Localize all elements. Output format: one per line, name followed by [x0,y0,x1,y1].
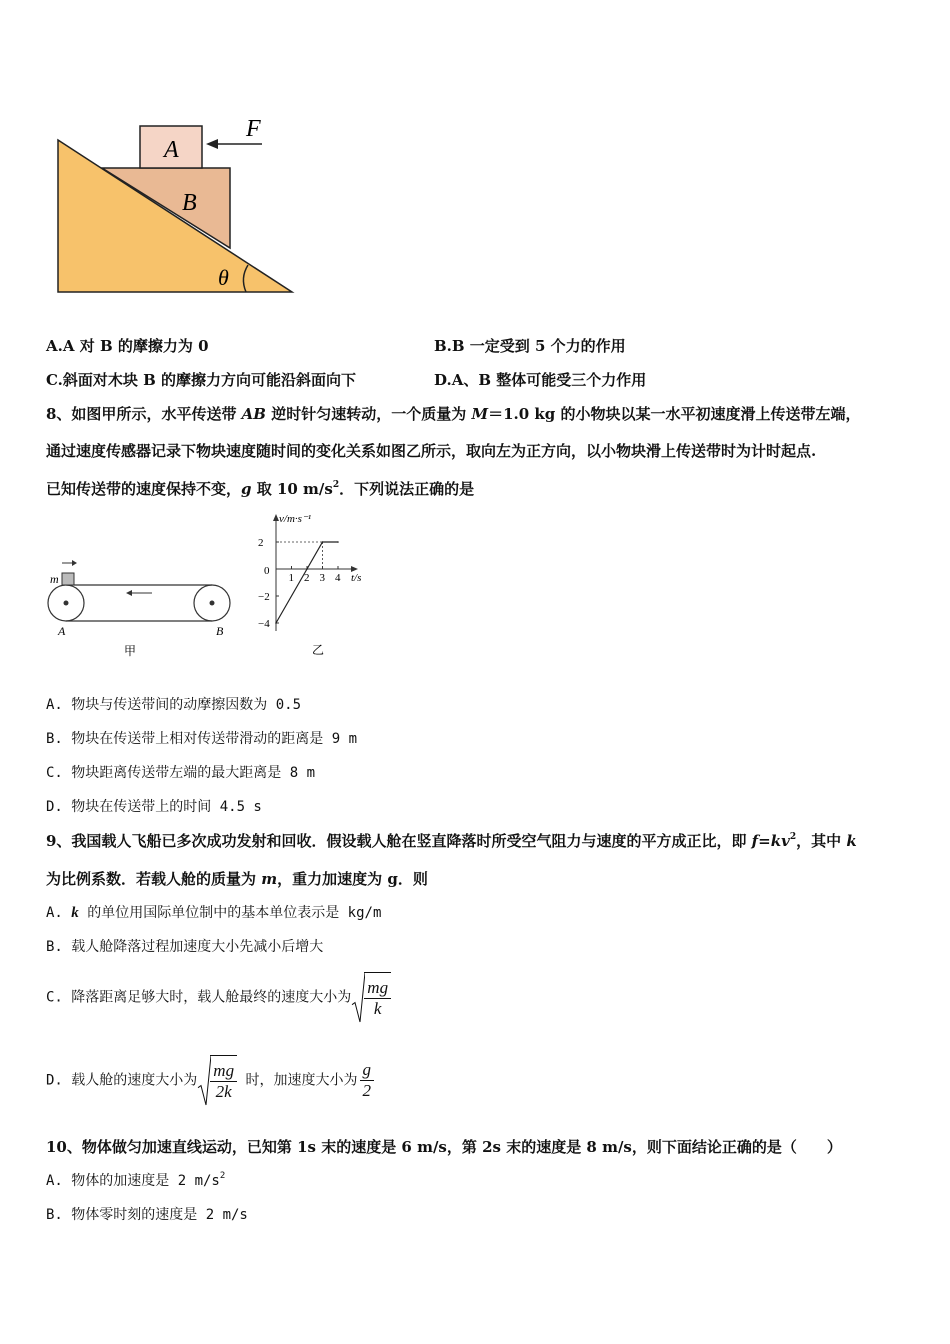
q8-stem-line3 [46,479,474,499]
small-block [62,573,74,585]
q9-option-b: B. 载人舱降落过程加速度大小先减小后增大 [46,939,324,955]
q9-text: 9、我国载人飞船已多次成功发射和回收．假设载人舱在竖直降落时所受空气阻力与速度的平方成正比，即 [46,832,752,850]
q8-text: ＝1.0 kg 的小物块以某一水平初速度滑上传送带左端， [488,405,861,423]
q9-stem-line2 [46,869,428,889]
q8-stem-line1 [46,404,861,424]
force-arrowhead [206,139,218,149]
q10-stem: 10、物体做匀加速直线运动，已知第 1s 末的速度是 6 m/s，第 2s 末的速度是 8 m/s，则下面结论正确的是（ ） [46,1138,842,1156]
q8-mass-symbol: M [471,405,489,423]
q7-option-b: B.B 一定受到 5 个力的作用 [434,337,626,355]
q9-option-d-two: 2 [362,1081,372,1100]
radical-sign [197,1055,211,1106]
end-a-label: A [58,624,66,638]
conveyor-figure [40,555,240,665]
q9-text: = [758,832,771,850]
q9-m-symbol: m [261,870,278,888]
q8-option-d: D. 物块在传送带上的时间 4.5 s [46,799,262,815]
block-b-label: B [182,190,197,216]
q9-text: A. [46,905,72,921]
angle-label: θ [218,265,229,290]
q7-option-a: A.A 对 B 的摩擦力为 0 [46,337,209,355]
q9-exponent: 2 [789,832,797,842]
q9-option-d-sqrt [197,1055,237,1106]
y-tick-label: −4 [258,618,270,630]
pulley-a-axle [64,601,69,606]
q9-option-c-denominator: k [373,998,382,1018]
block-mass-label: m [50,572,59,586]
x-tick-label: 2 [304,572,310,584]
q8-text: 逆时针匀速转动，一个质量为 [266,405,472,423]
q8-exponent: 2 [332,480,340,490]
x-tick-label: 4 [335,572,341,584]
y-tick-label: 2 [258,537,264,549]
q9-k-symbol: k [71,905,79,921]
q8-ab: AB [241,405,266,423]
q7-option-d: D.A、B 整体可能受三个力作用 [434,371,647,389]
q7-option-c: C.斜面对木块 B 的摩擦力方向可能沿斜面向下 [46,371,357,389]
block-a-label: A [164,137,179,163]
q9-text: D. 载人舱的速度大小为 [46,1072,198,1089]
pulley-b-axle [210,601,215,606]
incline-figure [40,110,310,305]
q9-option-c [46,972,391,1022]
q8-option-b: B. 物块在传送带上相对传送带滑动的距离是 9 m [46,731,357,747]
q9-option-d-g: g [360,1060,375,1081]
radical-sign [351,972,365,1023]
q9-k-symbol: k [846,832,857,850]
q9-stem-line1 [46,831,857,851]
velocity-time-graph [250,508,380,663]
q10-exponent: 2 [219,1171,226,1181]
x-tick-label: 3 [319,572,325,584]
q9-option-d-numerator: mg [210,1061,237,1082]
q10-option-b: B. 物体零时刻的速度是 2 m/s [46,1207,248,1223]
force-label: F [246,116,261,142]
q9-text: ，重力加速度为 g．则 [277,870,428,888]
q9-text: 的单位用国际单位制中的基本单位表示是 kg/m [78,905,382,921]
velocity-data-point [337,541,339,543]
q8-g-symbol: g [241,480,252,498]
x-axis-label: t/s [351,572,362,584]
y-tick-label: −2 [258,591,270,603]
q10-option-a [46,1171,225,1191]
q10-text: A. 物体的加速度是 2 m/s [46,1173,220,1189]
end-b-label: B [216,624,224,638]
q9-text: 时，加速度大小为 [237,1072,358,1089]
q9-kv-symbol: kv [770,832,790,850]
velocity-data-point [322,541,324,543]
q9-option-c-numerator: mg [364,978,391,999]
q8-text: 取 10 m/s [251,480,333,498]
q9-text: ，其中 [796,832,847,850]
y-axis-label: v/m·s⁻¹ [279,513,312,525]
q9-option-c-sqrt [351,972,391,1023]
origin-label: 0 [264,565,270,577]
q9-option-d-denominator: 2k [215,1081,232,1101]
q9-text: 为比例系数．若载人舱的质量为 [46,870,262,888]
velocity-data-point [275,622,277,624]
q9-f-symbol: f [751,832,759,850]
q9-text: C. 降落距离足够大时，载人舱最终的速度大小为 [46,989,352,1006]
q8-text: 已知传送带的速度保持不变， [46,480,242,498]
q8-text: 8、如图甲所示，水平传送带 [46,405,242,423]
q9-option-a [46,903,381,923]
velocity-data-point [306,568,308,570]
q8-stem-line2: 通过速度传感器记录下物块速度随时间的变化关系如图乙所示，取向左为正方向，以小物块滑上传送带时为计时起点. [46,442,817,460]
figure-jia-caption: 甲 [124,644,137,658]
figure-yi-caption: 乙 [312,643,325,657]
q8-option-a: A. 物块与传送带间的动摩擦因数为 0.5 [46,697,302,713]
x-tick-label: 1 [288,572,294,584]
q8-option-c: C. 物块距离传送带左端的最大距离是 8 m [46,765,316,781]
q9-option-d [46,1055,374,1105]
block-velocity-arrowhead [72,560,77,566]
belt-direction-arrowhead [126,590,132,596]
q8-text: ．下列说法正确的是 [339,480,475,498]
